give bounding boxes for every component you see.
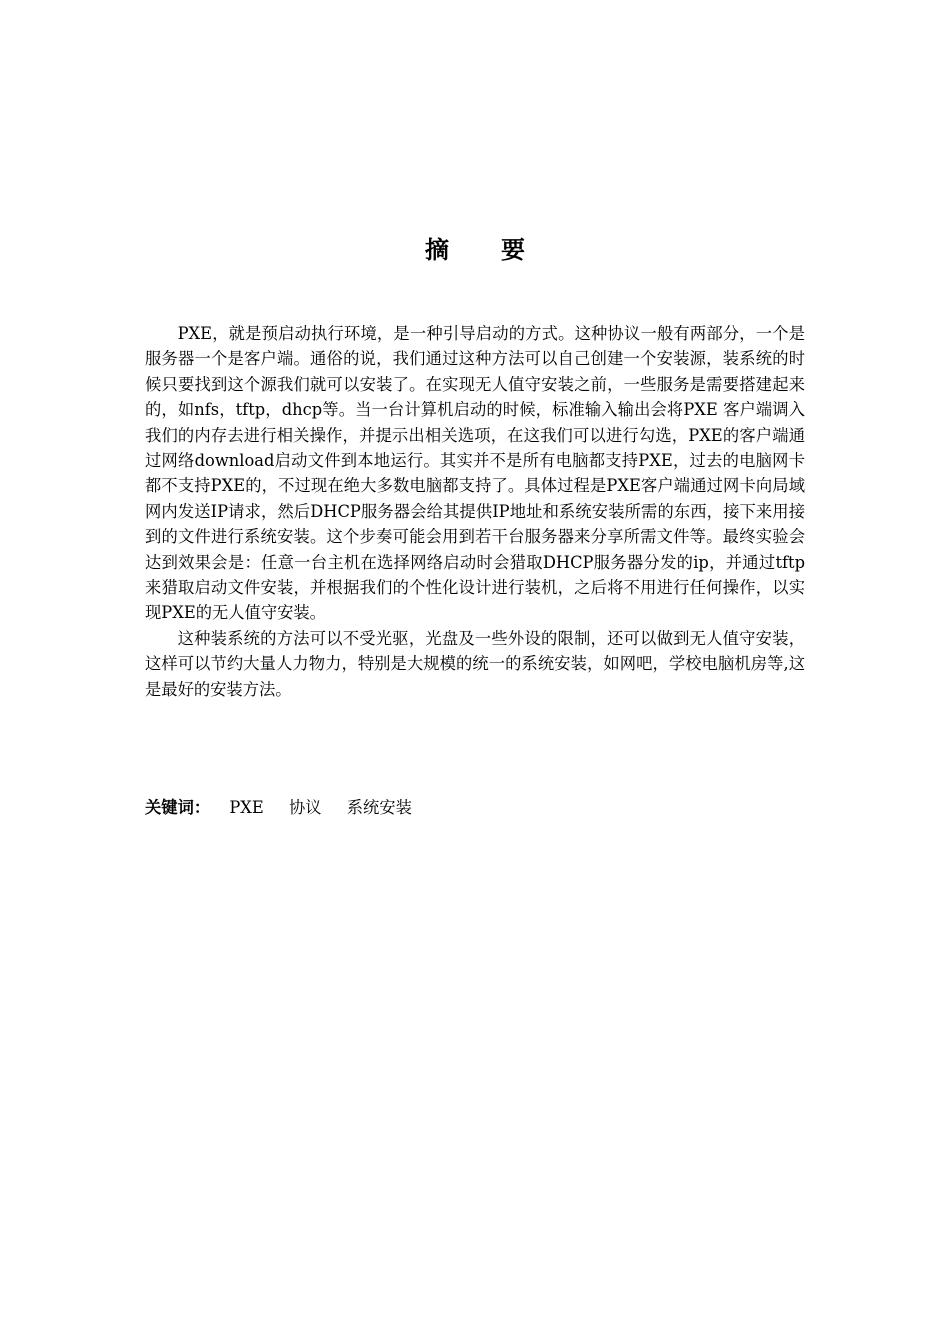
keyword-3: 系统安装 [346, 798, 412, 817]
keywords-line [145, 795, 805, 821]
keyword-1: PXE [229, 798, 264, 817]
abstract-body [145, 321, 805, 702]
abstract-title: 摘要 [425, 236, 577, 264]
abstract-paragraph-2: 这种装系统的方法可以不受光驱，光盘及一些外设的限制，还可以做到无人值守安装，这样可以节约大量人力物力，特别是大规模的统一的系统安装，如网吧，学校电脑机房等,这是最好的安装方法。 [145, 628, 805, 699]
keyword-2: 协议 [288, 798, 322, 817]
keywords-label: 关键词： [145, 798, 211, 817]
abstract-paragraph-1: PXE，就是预启动执行环境，是一种引导启动的方式。这种协议一般有两部分，一个是服务器一个是客户端。通俗的说，我们通过这种方法可以自己创建一个安装源，装系统的时候只要找到这个源我们就可以安装了。在实现无人值守安装之前，一些服务是需要搭建起来的，如nfs，tftp，dhcp等。当一台计算机启动的时候，标准输入输出会将PXE 客户端调入我们的内存去进行相关操作，并提示出相关选项，在这我们可以进行勾选，PXE的客户端通过网络download启动文件到本地运行。其实并不是所有电脑都支持PXE，过去的电脑网卡都不支持PXE的，不过现在绝大多数电脑都支持了。具体过程是PXE客户端通过网卡向局域网内发送IP请求，然后DHCP服务器会给其提供IP地址和系统安装所需的东西，接下来用接到的文件进行系统安装。这个步奏可能会用到若干台服务器来分享所需文件等。最终实验会达到效果会是：任意一台主机在选择网络启动时会猎取DHCP服务器分发的ip，并通过tftp来猎取启动文件安装，并根据我们的个性化设计进行装机，之后将不用进行任何操作，以实现PXE的无人值守安装。 [145, 324, 805, 623]
